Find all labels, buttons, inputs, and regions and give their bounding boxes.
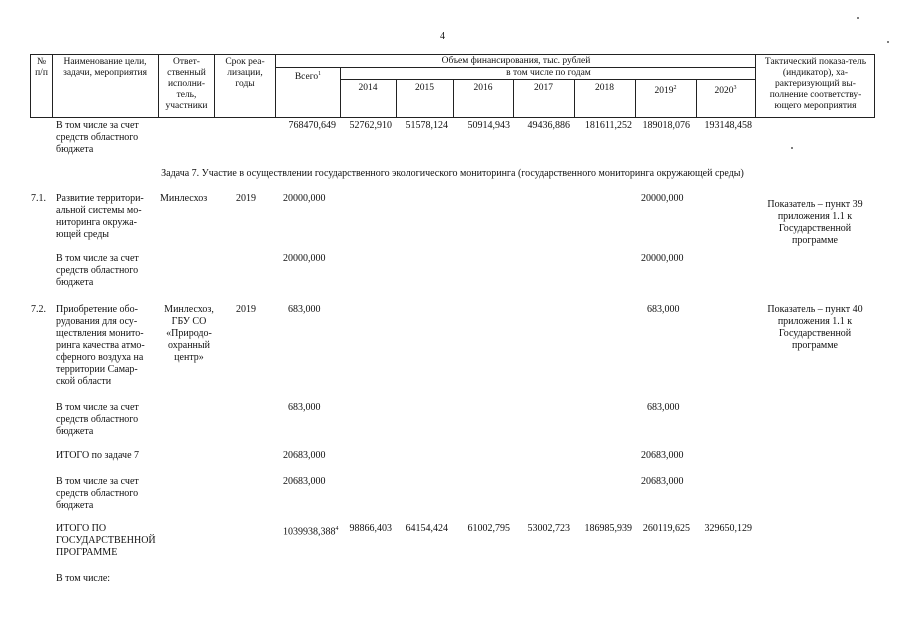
header-year: 2014: [358, 83, 378, 93]
row-name: Развитие территори-альной системы мо-ниторинга окружа-ющей среды: [56, 193, 144, 240]
row-value: 20000,000: [641, 193, 684, 204]
row-value: 329650,129: [704, 523, 752, 534]
header-year: 2019$^2$: [654, 85, 677, 97]
header-by-years: в том числе по годам: [506, 68, 591, 78]
row-value: 683,000: [647, 402, 680, 413]
row-value: 98866,403: [349, 523, 392, 534]
header-year: 2016: [473, 83, 493, 93]
row-indicator: Показатель – пункт 40 приложения 1.1 к Государственной программе: [767, 304, 863, 351]
header-funding: Объем финансирования, тыс. рублей: [441, 56, 591, 66]
row-name: В том числе:: [56, 573, 111, 584]
row-num: 7.1.: [31, 193, 46, 204]
scan-speck: [887, 41, 889, 43]
header-year: 2018: [595, 83, 614, 93]
row-value: 61002,795: [467, 523, 510, 534]
row-name: Приобретение обо-рудования для осу-ществления монито-ринга качества атмо-сферного воздуха на территории Самар-ской области: [56, 304, 145, 387]
task-7-title: Задача 7. Участие в осуществлении государственного экологического мониторинга (государственного мониторинга окружающей среды): [161, 168, 744, 179]
row-indicator: Показатель – пункт 39 приложения 1.1 к Государственной программе: [767, 199, 863, 246]
row-total: 768470,649: [288, 120, 336, 131]
row-total: 20000,000: [283, 253, 326, 264]
row-total: 20683,000: [283, 450, 326, 461]
scan-speck: [857, 17, 859, 19]
header-num: № п/п: [35, 57, 48, 78]
row-total: 20683,000: [283, 476, 326, 487]
table-header: [30, 54, 875, 118]
row-total: 1039938,388$^4$: [283, 526, 339, 538]
row-value: 50914,943: [467, 120, 510, 131]
scan-speck: [791, 147, 793, 149]
row-value: 181611,252: [584, 120, 632, 131]
header-exec: Ответ-ственный исполни-тель, участники: [165, 57, 208, 111]
page-number: 4: [440, 31, 445, 42]
row-value: 20000,000: [641, 253, 684, 264]
row-name: В том числе за счет средств областного бюджета: [56, 253, 139, 288]
row-value: 193148,458: [704, 120, 752, 131]
row-value: 52762,910: [349, 120, 392, 131]
row-name: ИТОГО ПО ГОСУДАРСТВЕННОЙ ПРОГРАММЕ: [56, 523, 156, 558]
row-exec: Минлесхоз, ГБУ СО «Природо-охранный центр»: [164, 304, 214, 363]
row-name: ИТОГО по задаче 7: [56, 450, 140, 461]
row-value: 20683,000: [641, 450, 684, 461]
row-value: 51578,124: [405, 120, 448, 131]
header-name: Наименование цели, задачи, мероприятия: [63, 57, 147, 78]
header-year: 2015: [415, 83, 434, 93]
row-name: В том числе за счет средств областного бюджета: [56, 476, 139, 511]
row-value: 186985,939: [584, 523, 632, 534]
header-year: 2020$^3$: [714, 85, 737, 97]
row-exec: Минлесхоз: [160, 193, 208, 204]
row-total: 20000,000: [283, 193, 326, 204]
row-value: 53002,723: [527, 523, 570, 534]
row-num: 7.2.: [31, 304, 46, 315]
row-total: 683,000: [288, 304, 321, 315]
row-name: В том числе за счет средств областного бюджета: [56, 402, 139, 437]
row-term: 2019: [236, 193, 256, 204]
row-value: 64154,424: [405, 523, 448, 534]
row-value: 189018,076: [642, 120, 690, 131]
header-term: Срок реа-лизации, годы: [225, 57, 265, 89]
row-value: 20683,000: [641, 476, 684, 487]
row-total: 683,000: [288, 402, 321, 413]
row-value: 683,000: [647, 304, 680, 315]
header-year: 2017: [534, 83, 553, 93]
row-name: В том числе за счет средств областного бюджета: [56, 120, 139, 155]
header-indicator: Тактический показа-тель (индикатор), ха-рактеризующий вы-полнение соответству-ющего мероприятия: [764, 57, 867, 111]
header-total: Всего$^1$: [294, 71, 322, 83]
row-value: 49436,886: [527, 120, 570, 131]
row-value: 260119,625: [642, 523, 690, 534]
row-term: 2019: [236, 304, 256, 315]
